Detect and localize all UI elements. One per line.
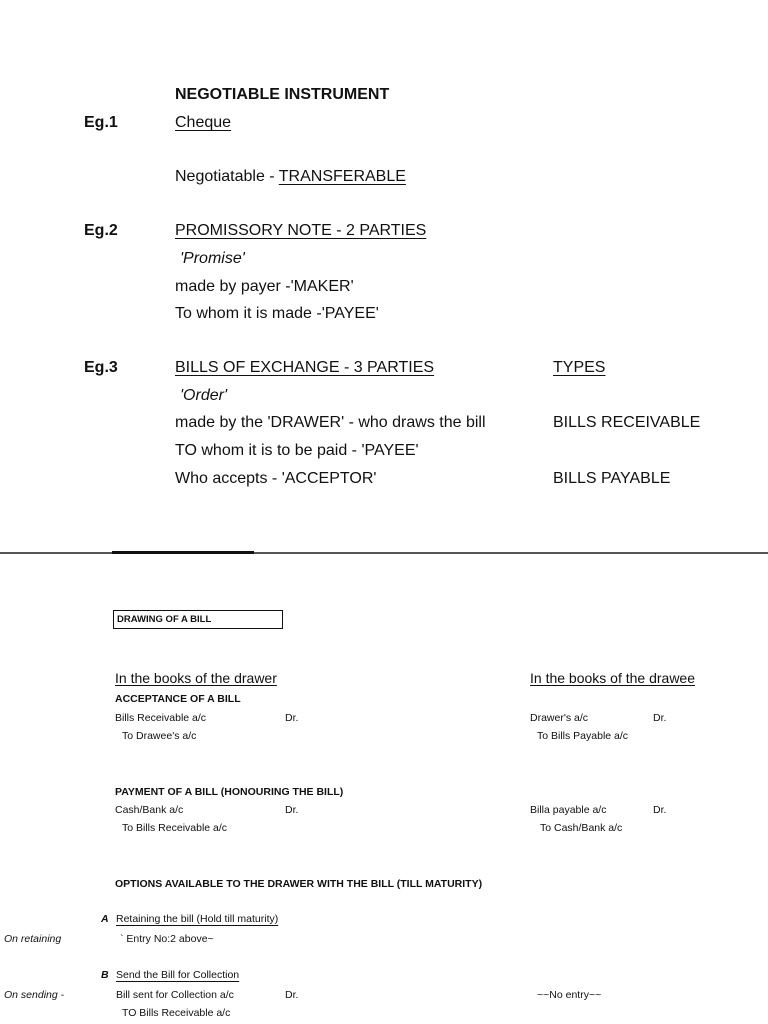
document-title: NEGOTIABLE INSTRUMENT [175, 86, 390, 103]
payment-drawee-debit: Billa payable a/c [530, 804, 607, 816]
drawing-of-bill-box: DRAWING OF A BILL [113, 610, 283, 629]
drawer-books-heading: In the books of the drawer [115, 670, 277, 686]
promissory-note-heading: PROMISSORY NOTE - 2 PARTIES [175, 222, 427, 239]
acceptor-line: Who accepts - 'ACCEPTOR' [175, 470, 377, 487]
options-title: OPTIONS AVAILABLE TO THE DRAWER WITH THE BILL (TILL MATURITY) [115, 878, 483, 890]
example-2-label: Eg.2 [84, 222, 118, 239]
option-b-drawee-note: ~~No entry~~ [537, 989, 602, 1001]
bills-of-exchange-heading: BILLS OF EXCHANGE - 3 PARTIES [175, 359, 435, 376]
acceptance-title: ACCEPTANCE OF A BILL [115, 693, 241, 705]
acceptance-drawer-debit: Bills Receivable a/c [115, 712, 207, 724]
payment-drawer-dr: Dr. [285, 804, 299, 816]
cheque-heading: Cheque [175, 114, 232, 131]
option-b-marker: B [101, 969, 109, 981]
option-a-entry: ` Entry No:2 above~ [120, 933, 214, 945]
order-keyword: 'Order' [180, 387, 228, 404]
acceptance-drawer-dr: Dr. [285, 712, 299, 724]
example-1-label: Eg.1 [84, 114, 118, 131]
option-b-heading: Send the Bill for Collection [116, 969, 240, 981]
negotiable-line [175, 168, 406, 186]
acceptance-drawer-credit: To Drawee's a/c [122, 730, 197, 742]
negotiable-prefix: Negotiatable - [175, 168, 279, 185]
payment-drawee-dr: Dr. [653, 804, 667, 816]
type-bills-payable: BILLS PAYABLE [553, 470, 671, 487]
acceptance-drawee-dr: Dr. [653, 712, 667, 724]
option-a-heading: Retaining the bill (Hold till maturity) [116, 913, 279, 925]
type-bills-receivable: BILLS RECEIVABLE [553, 414, 701, 431]
option-b-debit: Bill sent for Collection a/c [116, 989, 234, 1001]
option-a-marker: A [101, 913, 109, 925]
drawee-books-heading: In the books of the drawee [530, 670, 695, 686]
promise-keyword: 'Promise' [180, 250, 245, 267]
payment-drawee-credit: To Cash/Bank a/c [540, 822, 623, 834]
maker-line: made by payer -'MAKER' [175, 278, 354, 295]
payee-line-3: TO whom it is to be paid - 'PAYEE' [175, 442, 419, 459]
acceptance-drawee-debit: Drawer's a/c [530, 712, 589, 724]
transferable-text: TRANSFERABLE [278, 168, 406, 185]
page-divider-accent [112, 551, 254, 554]
on-retaining-note: On retaining [4, 933, 62, 945]
types-heading: TYPES [553, 359, 606, 376]
option-b-dr: Dr. [285, 989, 299, 1001]
payment-drawer-debit: Cash/Bank a/c [115, 804, 184, 816]
example-3-label: Eg.3 [84, 359, 118, 376]
drawer-line: made by the 'DRAWER' - who draws the bill [175, 414, 486, 431]
option-b-credit: TO Bills Receivable a/c [122, 1007, 231, 1019]
on-sending-note: On sending - [4, 989, 65, 1001]
payee-line: To whom it is made -'PAYEE' [175, 305, 379, 322]
payment-title: PAYMENT OF A BILL (HONOURING THE BILL) [115, 786, 344, 798]
acceptance-drawee-credit: To Bills Payable a/c [537, 730, 629, 742]
payment-drawer-credit: To Bills Receivable a/c [122, 822, 228, 834]
